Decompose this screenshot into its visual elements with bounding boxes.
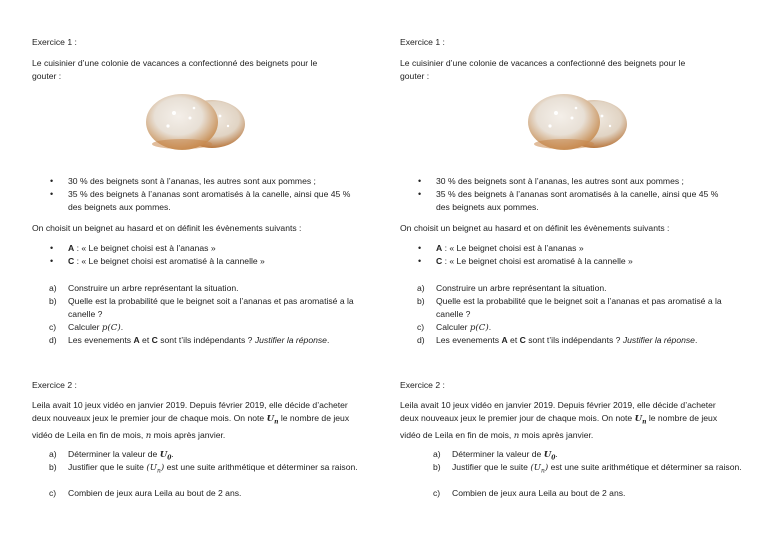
exercise-1-intro: Le cuisinier d’une colonie de vacances a confectionné des beignets pour le gouter : bbox=[32, 58, 318, 81]
bullet-icon: • bbox=[418, 176, 422, 186]
exercise-2-title: Exercice 2 : bbox=[32, 380, 77, 390]
exercise-2-intro: Leila avait 10 jeux vidéo en janvier 2019. Depuis février 2019, elle décide d’acheter deux nouveaux jeux le premier jour de chaque mois. On note $U_n$ le nombre de jeux vidéo de Leila en fin de mois, n mois après janvier. bbox=[32, 400, 350, 441]
bullet-icon: • bbox=[418, 256, 422, 266]
exercise-1-title: Exercice 1 : bbox=[32, 37, 77, 47]
exercise-1-title: Exercice 1 : bbox=[400, 37, 445, 47]
exercise-1-intro: Le cuisinier d’une colonie de vacances a confectionné des beignets pour le gouter : bbox=[400, 58, 686, 81]
exercise-1-choice: On choisit un beignet au hasard et on définit les évènements suivants : bbox=[32, 223, 302, 233]
donut-image bbox=[514, 88, 634, 154]
bullet-icon: • bbox=[50, 176, 54, 186]
bullet-icon: • bbox=[418, 243, 422, 253]
bullet-icon: • bbox=[50, 256, 54, 266]
donut-image bbox=[132, 88, 252, 154]
exercise-2-title: Exercice 2 : bbox=[400, 380, 445, 390]
bullet-icon: • bbox=[50, 189, 54, 199]
bullet-icon: • bbox=[418, 189, 422, 199]
exercise-1-choice: On choisit un beignet au hasard et on définit les évènements suivants : bbox=[400, 223, 670, 233]
bullet-icon: • bbox=[50, 243, 54, 253]
exercise-2-intro: Leila avait 10 jeux vidéo en janvier 2019. Depuis février 2019, elle décide d’acheter deux nouveaux jeux le premier jour de chaque mois. On note $U_n$ le nombre de jeux vidéo de Leila en fin de mois, n mois après janvier. bbox=[400, 400, 718, 441]
